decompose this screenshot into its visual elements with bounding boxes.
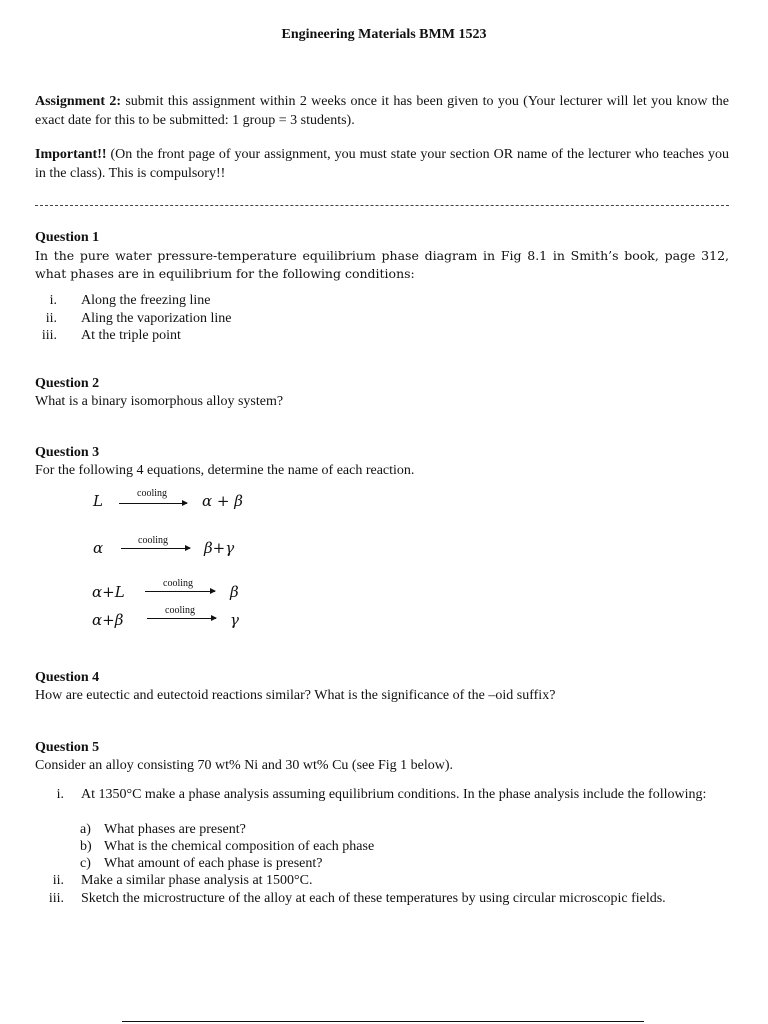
question-4-heading: Question 4 — [35, 670, 100, 685]
equation-3-arrow-label: cooling — [163, 578, 193, 589]
list-item — [80, 838, 768, 855]
question-5-list — [35, 786, 729, 907]
sublist-item-text: What amount of each phase is present? — [104, 856, 323, 871]
figure-frame-top-edge — [122, 1021, 644, 1022]
important-text: (On the front page of your assignment, you must state your section OR name of the lecturer who teaches you in the class). This is compulsory!! — [35, 147, 729, 181]
question-4-text: How are eutectic and eutectoid reactions similar? What is the significance of the –oid suffix? — [35, 688, 556, 703]
question-2 — [35, 375, 729, 411]
list-item-number: ii. — [45, 310, 57, 326]
equation-2-arrow-icon — [121, 548, 190, 549]
list-item-number: iii. — [48, 890, 64, 906]
list-item — [35, 327, 729, 345]
page-title: Engineering Materials BMM 1523 — [281, 27, 487, 42]
list-item-number: i. — [56, 787, 64, 802]
sublist-item-text: What phases are present? — [104, 822, 246, 837]
question-2-heading: Question 2 — [35, 376, 100, 391]
equation-1-rhs: α + β — [202, 492, 243, 510]
question-4 — [35, 669, 729, 705]
sublist-item-letter: c) — [80, 856, 91, 871]
list-item — [35, 310, 729, 328]
important-label: Important!! — [35, 147, 107, 162]
question-5-text: Consider an alloy consisting 70 wt% Ni and 30 wt% Cu (see Fig 1 below). — [35, 758, 454, 773]
equation-3-lhs: α+L — [92, 583, 125, 601]
question-5-heading: Question 5 — [35, 740, 100, 755]
equation-2-lhs: α — [93, 539, 104, 557]
list-item — [35, 292, 729, 310]
sublist-item-letter: a) — [80, 822, 91, 837]
list-item — [35, 890, 729, 908]
equation-2-arrow-label: cooling — [138, 535, 168, 546]
list-item-number: iii. — [41, 328, 57, 343]
equation-3-arrow-icon — [145, 591, 215, 592]
sublist-item-letter: b) — [80, 839, 92, 854]
equation-4-lhs: α+β — [92, 611, 124, 629]
list-item-number: i. — [49, 293, 57, 308]
list-item-text: At 1350°C make a phase analysis assuming equilibrium conditions. In the phase analysis include the following: — [81, 787, 707, 802]
question-3-heading: Question 3 — [35, 445, 100, 460]
question-2-text: What is a binary isomorphous alloy system? — [35, 394, 284, 409]
equation-2-rhs: β+γ — [204, 539, 235, 557]
question-1-text: In the pure water pressure-temperature equilibrium phase diagram in Fig 8.1 in Smith’s book, page 312, what phases are in equilibrium for the following conditions: — [35, 248, 729, 281]
list-item — [35, 872, 729, 890]
list-item-text: At the triple point — [81, 328, 181, 343]
list-item-text: Aling the vaporization line — [81, 310, 232, 326]
question-1-heading: Question 1 — [35, 230, 100, 245]
question-5 — [35, 739, 729, 775]
equation-4-arrow-icon — [147, 618, 216, 619]
question-3 — [35, 444, 729, 480]
assignment-paragraph — [35, 92, 729, 130]
question-3-text: For the following 4 equations, determine the name of each reaction. — [35, 463, 415, 478]
sublist-item-text: What is the chemical composition of each phase — [104, 839, 375, 854]
equation-1-lhs: L — [93, 492, 103, 510]
list-item-text: Sketch the microstructure of the alloy at each of these temperatures by using circular microscopic fields. — [81, 890, 666, 906]
list-item — [80, 821, 768, 838]
equation-4-rhs: γ — [230, 611, 239, 629]
list-item — [80, 855, 768, 872]
equation-1-arrow-label: cooling — [137, 488, 167, 499]
list-item-text: Make a similar phase analysis at 1500°C. — [81, 873, 313, 888]
equation-4-arrow-label: cooling — [165, 605, 195, 616]
question-1-list — [35, 292, 729, 345]
dashed-divider — [35, 205, 729, 206]
list-item-text: Along the freezing line — [81, 293, 211, 308]
list-item-number: ii. — [52, 873, 64, 888]
assignment-text: submit this assignment within 2 weeks once it has been given to you (Your lecturer will let you know the exact date for this to be submitted: 1 group = 3 students). — [35, 94, 729, 128]
equation-1-arrow-icon — [119, 503, 187, 504]
question-1 — [35, 229, 729, 283]
list-item — [35, 786, 729, 821]
important-paragraph — [35, 145, 729, 183]
equation-3-rhs: β — [230, 583, 239, 601]
question-5-sublist — [80, 821, 768, 872]
assignment-label: Assignment 2: — [35, 94, 122, 109]
